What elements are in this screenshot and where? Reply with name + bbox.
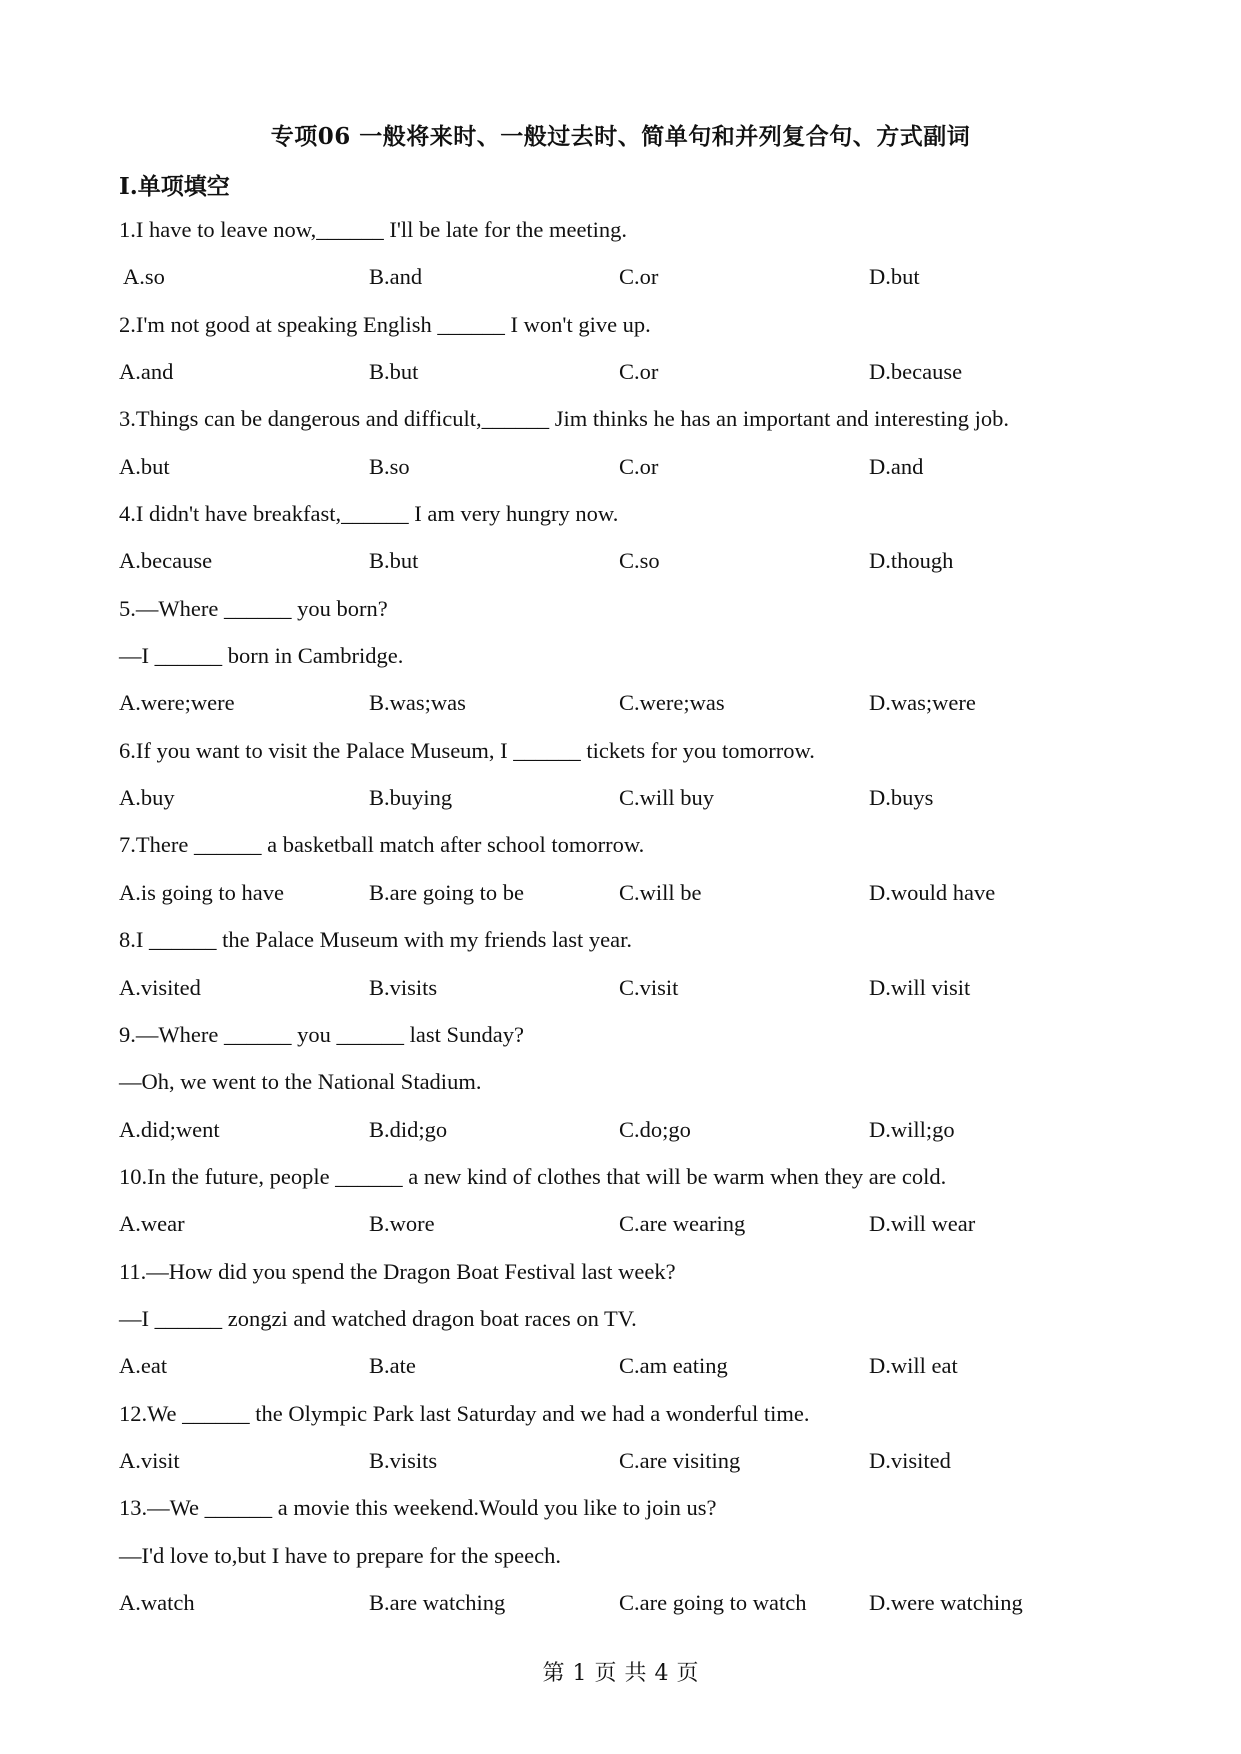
- option-a: A.visited: [119, 974, 201, 1000]
- question-stem: 10.In the future, people ______ a new kind of clothes that will be warm when they are cold.: [119, 1163, 947, 1189]
- options-row: [119, 1209, 1129, 1256]
- option-b: B.and: [369, 264, 423, 290]
- question-item: [119, 736, 1129, 831]
- option-a: A.watch: [119, 1589, 195, 1615]
- question-item: [119, 925, 1129, 1020]
- option-d: D.will wear: [869, 1211, 976, 1237]
- option-b: B.visits: [369, 974, 438, 1000]
- footer-total-pages: 4: [654, 1661, 669, 1686]
- options-row: [119, 1446, 1129, 1493]
- option-d: D.would have: [869, 879, 996, 905]
- question-stem: 2.I'm not good at speaking English ______ I won't give up.: [119, 311, 651, 337]
- option-d: D.visited: [869, 1447, 951, 1473]
- question-item: [119, 310, 1129, 405]
- option-c: C.are wearing: [619, 1211, 746, 1237]
- option-d: D.was;were: [869, 690, 976, 716]
- option-a: A.is going to have: [119, 879, 284, 905]
- option-a: A.were;were: [119, 690, 235, 716]
- option-c: C.are visiting: [619, 1447, 741, 1473]
- option-a: A.so: [123, 264, 165, 290]
- option-b: B.wore: [369, 1211, 435, 1237]
- footer-label: 页: [594, 1661, 617, 1686]
- question-item: [119, 404, 1129, 499]
- options-row: [119, 1351, 1129, 1398]
- options-row: [119, 357, 1129, 404]
- option-b: B.but: [369, 548, 419, 574]
- question-item: [119, 499, 1129, 594]
- question-stem: 12.We ______ the Olympic Park last Saturday and we had a wonderful time.: [119, 1400, 810, 1426]
- options-row: [119, 452, 1129, 499]
- question-dialogue-line: —I ______ born in Cambridge.: [119, 643, 404, 669]
- question-stem: 9.—Where ______ you ______ last Sunday?: [119, 1021, 524, 1047]
- options-row: [119, 973, 1129, 1020]
- question-stem: 7.There ______ a basketball match after school tomorrow.: [119, 832, 645, 858]
- option-d: D.because: [869, 359, 963, 385]
- option-c: C.or: [619, 453, 659, 479]
- question-dialogue-line: —I ______ zongzi and watched dragon boat races on TV.: [119, 1305, 637, 1331]
- option-b: B.so: [369, 453, 410, 479]
- option-d: D.but: [869, 264, 920, 290]
- options-row: [119, 1588, 1129, 1635]
- footer-label: 第: [542, 1661, 565, 1686]
- option-d: D.will eat: [869, 1353, 958, 1379]
- option-b: B.are watching: [369, 1589, 506, 1615]
- question-dialogue-line: —I'd love to,but I have to prepare for the speech.: [119, 1542, 562, 1568]
- option-b: B.buying: [369, 785, 453, 811]
- question-stem: 1.I have to leave now,______ I'll be late for the meeting.: [119, 217, 628, 242]
- question-item: [119, 1493, 1129, 1635]
- question-stem: 5.—Where ______ you born?: [119, 595, 388, 621]
- question-item: [119, 1257, 1129, 1399]
- options-row: [119, 878, 1129, 925]
- option-b: B.but: [369, 359, 419, 385]
- question-list: [119, 215, 1129, 1635]
- page-title: 专项06 一般将来时、一般过去时、简单句和并列复合句、方式副词: [270, 123, 971, 150]
- question-stem: 13.—We ______ a movie this weekend.Would you like to join us?: [119, 1495, 717, 1521]
- question-stem: 4.I didn't have breakfast,______ I am very hungry now.: [119, 501, 619, 527]
- option-b: B.ate: [369, 1353, 416, 1379]
- option-c: C.or: [619, 359, 659, 385]
- question-item: [119, 1020, 1129, 1162]
- options-row: [119, 688, 1129, 735]
- footer-label: 页: [676, 1661, 699, 1686]
- option-a: A.wear: [119, 1211, 185, 1237]
- question-stem: 6.If you want to visit the Palace Museum, I ______ tickets for you tomorrow.: [119, 737, 815, 763]
- option-d: D.were watching: [869, 1589, 1023, 1615]
- option-a: A.and: [119, 359, 174, 385]
- question-item: [119, 594, 1129, 736]
- option-d: D.will;go: [869, 1116, 955, 1142]
- section-heading: I.单项填空: [119, 173, 230, 200]
- options-row: [119, 262, 1129, 309]
- footer-label: 共: [624, 1661, 647, 1686]
- page-footer: [0, 1656, 1241, 1687]
- options-row: [119, 783, 1129, 830]
- option-c: C.or: [619, 264, 659, 290]
- option-c: C.will buy: [619, 785, 715, 811]
- question-dialogue-line: —Oh, we went to the National Stadium.: [119, 1069, 482, 1095]
- option-a: A.did;went: [119, 1116, 220, 1142]
- option-c: C.am eating: [619, 1353, 728, 1379]
- option-c: C.will be: [619, 879, 702, 905]
- option-a: A.buy: [119, 785, 175, 811]
- options-row: [119, 1115, 1129, 1162]
- option-d: D.and: [869, 453, 924, 479]
- question-item: [119, 1399, 1129, 1494]
- options-row: [119, 546, 1129, 593]
- option-b: B.was;was: [369, 690, 466, 716]
- option-d: D.will visit: [869, 974, 971, 1000]
- option-d: D.though: [869, 548, 954, 574]
- option-c: C.are going to watch: [619, 1589, 807, 1615]
- option-d: D.buys: [869, 785, 934, 811]
- option-c: C.so: [619, 548, 660, 574]
- option-b: B.are going to be: [369, 879, 524, 905]
- option-a: A.because: [119, 548, 213, 574]
- option-a: A.but: [119, 453, 170, 479]
- option-a: A.eat: [119, 1353, 168, 1379]
- option-c: C.visit: [619, 974, 679, 1000]
- option-a: A.visit: [119, 1447, 180, 1473]
- question-item: [119, 830, 1129, 925]
- option-c: C.do;go: [619, 1116, 691, 1142]
- question-stem: 8.I ______ the Palace Museum with my friends last year.: [119, 927, 633, 953]
- question-item: [119, 215, 1129, 310]
- question-stem: 11.—How did you spend the Dragon Boat Festival last week?: [119, 1258, 676, 1284]
- option-b: B.visits: [369, 1447, 438, 1473]
- option-c: C.were;was: [619, 690, 725, 716]
- option-b: B.did;go: [369, 1116, 448, 1142]
- footer-page-number: 1: [572, 1661, 587, 1686]
- question-item: [119, 1162, 1129, 1257]
- question-stem: 3.Things can be dangerous and difficult,______ Jim thinks he has an important and interesting job.: [119, 406, 1010, 432]
